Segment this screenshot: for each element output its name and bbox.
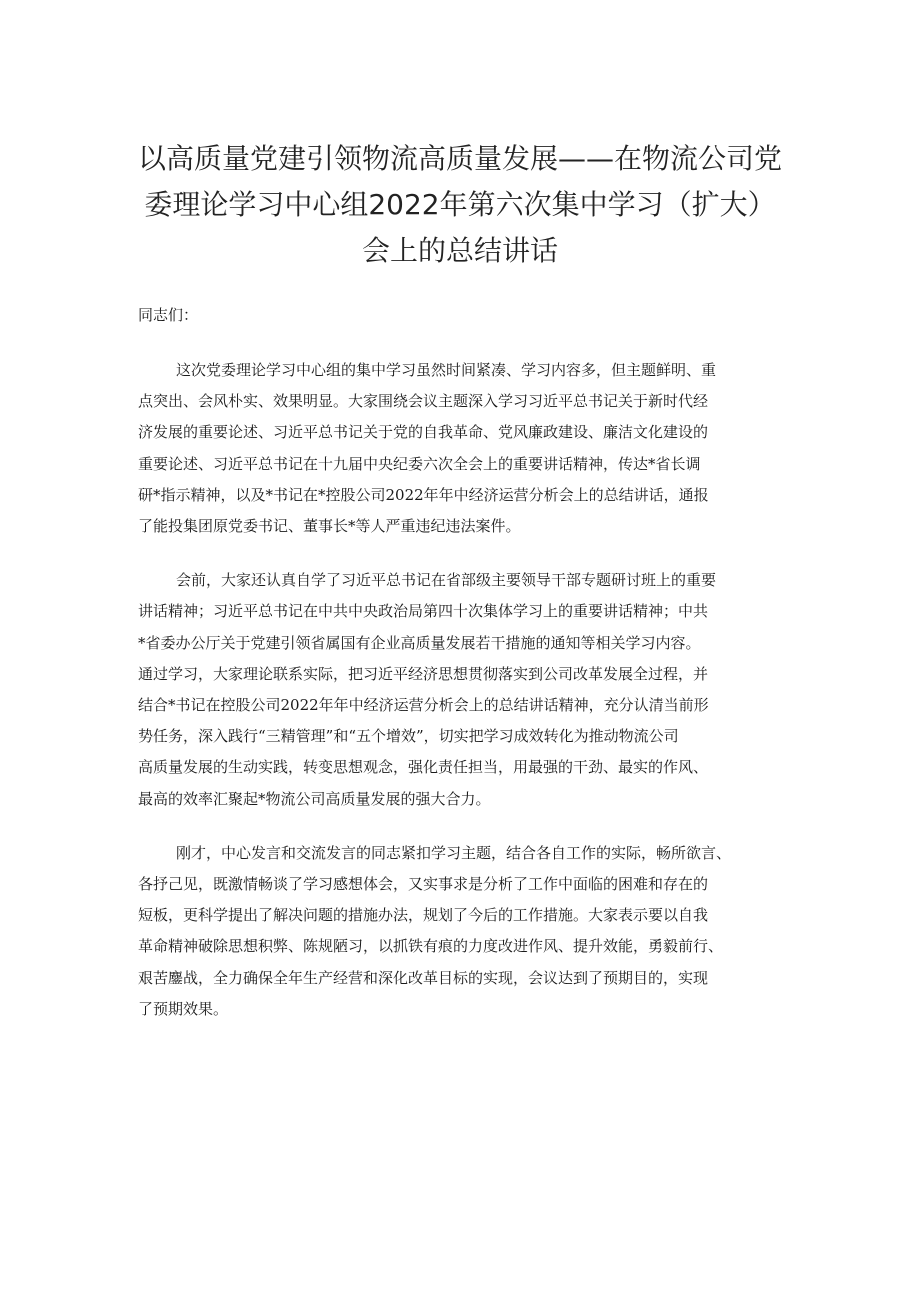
text-line: 革命精神破除思想积弊、陈规陋习，以抓铁有痕的力度改进作风、提升效能，勇毅前行、 [138, 937, 724, 956]
text-line: 了预期效果。 [138, 999, 229, 1018]
text-line: *省委办公厅关于党建引领省属国有企业高质量发展若干措施的通知等相关学习内容。 [138, 633, 701, 652]
text-line: 重要论述、习近平总书记在十九届中央纪委六次全会上的重要讲话精神，传达*省长调 [138, 454, 701, 473]
text-line: 最高的效率汇聚起*物流公司高质量发展的强大合力。 [138, 789, 491, 808]
text-line: 了能投集团原党委书记、董事长*等人严重违纪违法案件。 [138, 517, 521, 536]
title-line: 会上的总结讲话 [361, 234, 558, 267]
text-line: 势任务，深入践行“三精管理”和“五个增效”，切实把学习成效转化为推动物流公司 [138, 727, 679, 746]
text-line: 高质量发展的生动实践，转变思想观念，强化责任担当，用最强的干劲、最实的作风、 [138, 758, 709, 777]
text-line: 研*指示精神，以及*书记在*控股公司2022年年中经济运营分析会上的总结讲话，通报 [138, 485, 709, 504]
salutation: 同志们： [138, 306, 199, 324]
text-line: 点突出、会风朴实、效果明显。大家围绕会议主题深入学习习近平总书记关于新时代经 [138, 392, 709, 411]
text-line: 讲话精神；习近平总书记在中共中央政治局第四十次集体学习上的重要讲话精神；中共 [138, 602, 709, 621]
document-title [130, 136, 790, 274]
text-line: 通过学习，大家理论联系实际，把习近平经济思想贯彻落实到公司改革发展全过程，并 [138, 664, 709, 683]
text-line: 刚才，中心发言和交流发言的同志紧扣学习主题，结合各自工作的实际，畅所欲言、 [176, 843, 732, 862]
text-line: 这次党委理论学习中心组的集中学习虽然时间紧凑、学习内容多，但主题鲜明、重 [176, 361, 717, 379]
title-line: 以高质量党建引领物流高质量发展——在物流公司党 [137, 142, 782, 175]
document-body [138, 300, 798, 1048]
title-line: 委理论学习中心组2022年第六次集中学习（扩大） [144, 188, 776, 221]
text-line: 结合*书记在控股公司2022年年中经济运营分析会上的总结讲话精神，充分认清当前形 [138, 696, 709, 715]
text-line: 各抒己见，既激情畅谈了学习感想体会，又实事求是分析了工作中面临的困难和存在的 [138, 875, 709, 894]
text-line: 济发展的重要论述、习近平总书记关于党的自我革命、党风廉政建设、廉洁文化建设的 [138, 423, 709, 442]
text-line: 艰苦鏖战，全力确保全年生产经营和深化改革目标的实现，会议达到了预期目的，实现 [138, 968, 709, 987]
paragraph-3 [138, 838, 798, 1025]
paragraph-2 [138, 565, 798, 815]
text-line: 会前，大家还认真自学了习近平总书记在省部级主要领导干部专题研讨班上的重要 [176, 571, 717, 590]
text-line: 短板，更科学提出了解决问题的措施办法，规划了今后的工作措施。大家表示要以自我 [138, 906, 709, 925]
paragraph-1 [138, 355, 798, 542]
